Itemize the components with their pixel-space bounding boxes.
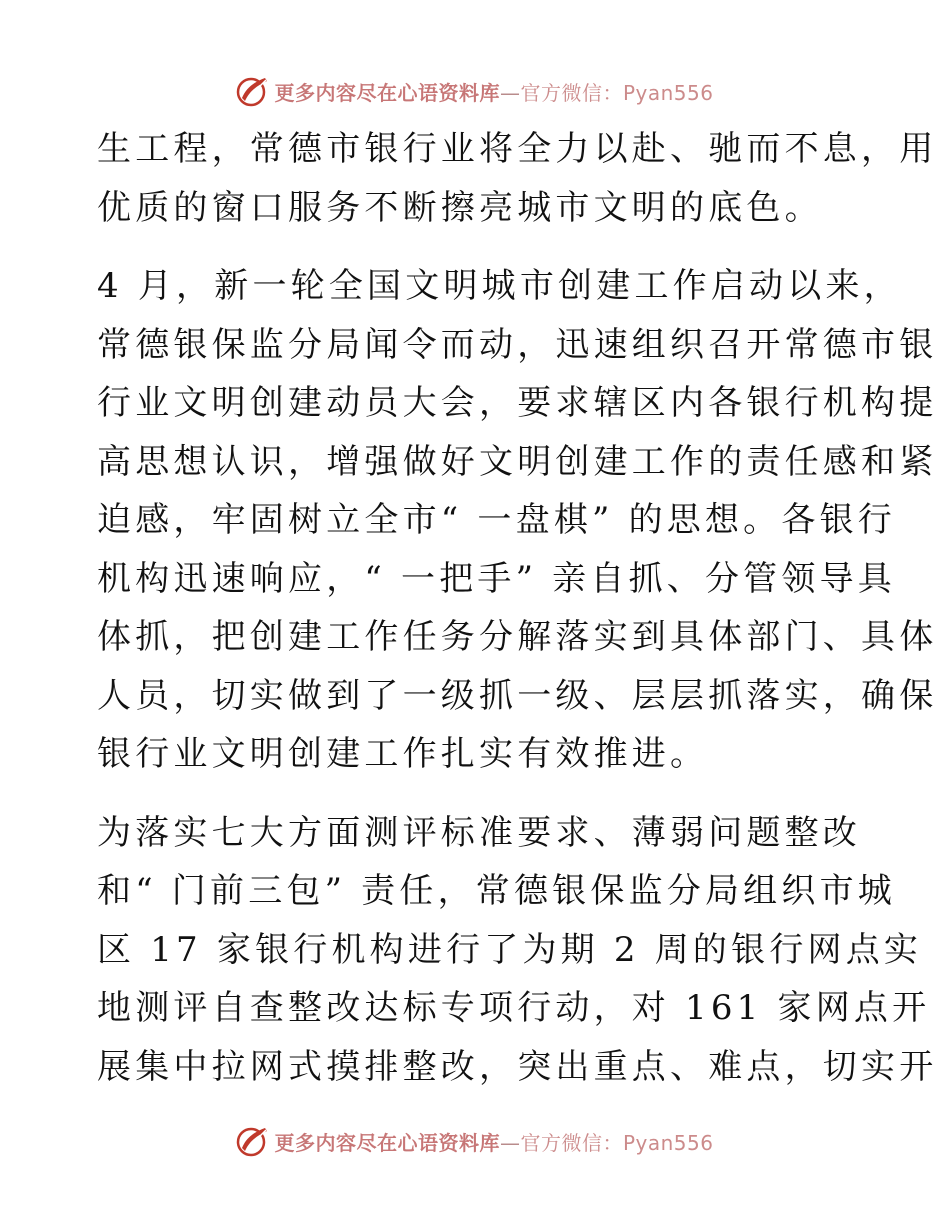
watermark-text: 更多内容尽在心语资料库—官方微信：Pyan556 xyxy=(274,80,714,105)
text-line: 常德银保监分局闻令而动，迅速组织召开常德市银 xyxy=(97,324,938,365)
text-line: 为落实七大方面测评标准要求、薄弱问题整改 xyxy=(97,812,861,853)
paragraph xyxy=(97,804,938,1097)
red-pen-seal-icon xyxy=(236,1124,270,1158)
document-body xyxy=(97,120,938,1096)
text-line: 地测评自查整改达标专项行动，对 161 家网点开 xyxy=(97,988,931,1028)
text-line: 迫感，牢固树立全市“ 一盘棋” 的思想。各银行 xyxy=(97,500,896,540)
text-line: 4 月，新一轮全国文明城市创建工作启动以来， xyxy=(97,266,902,306)
footer-watermark xyxy=(0,1121,950,1161)
text-line: 人员，切实做到了一级抓一级、层层抓落实，确保 xyxy=(97,675,938,716)
paragraph xyxy=(97,120,938,237)
text-line: 高思想认识，增强做好文明创建工作的责任感和紧 xyxy=(97,441,938,482)
header-watermark xyxy=(0,71,950,111)
text-line: 生工程，常德市银行业将全力以赴、驰而不息，用 xyxy=(97,129,938,169)
text-line: 机构迅速响应，“ 一把手” 亲自抓、分管领导具 xyxy=(97,558,896,599)
text-line: 优质的窗口服务不断擦亮城市文明的底色。 xyxy=(97,187,823,228)
text-line: 体抓，把创建工作任务分解落实到具体部门、具体 xyxy=(97,617,938,657)
watermark-text: 更多内容尽在心语资料库—官方微信：Pyan556 xyxy=(274,1130,714,1155)
text-line: 行业文明创建动员大会，要求辖区内各银行机构提 xyxy=(97,383,938,423)
text-line: 展集中拉网式摸排整改，突出重点、难点，切实开 xyxy=(97,1046,938,1087)
paragraph xyxy=(97,257,938,784)
red-pen-seal-icon xyxy=(236,74,270,108)
text-line: 区 17 家银行机构进行了为期 2 周的银行网点实 xyxy=(97,929,923,970)
text-line: 和“ 门前三包” 责任，常德银保监分局组织市城 xyxy=(97,871,896,911)
text-line: 银行业文明创建工作扎实有效推进。 xyxy=(97,734,709,774)
